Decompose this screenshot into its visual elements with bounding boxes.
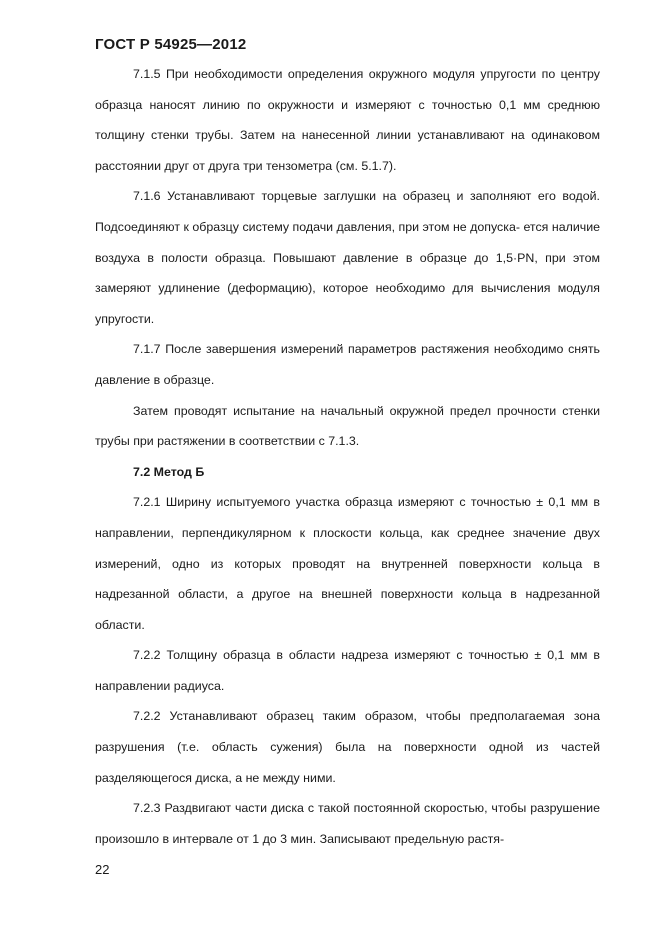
paragraph-7-2-2-install: 7.2.2 Устанавливают образец таким образом, чтобы предполагаемая зона разрушения (т.е. область сужения) была на поверхности одной из частей разделяющегося диска, а не между ними. — [95, 709, 600, 785]
paragraph-7-2-3: 7.2.3 Раздвигают части диска с такой постоянной скоростью, чтобы разрушение произошло в интервале от 1 до 3 мин. Записывают предельную растя- — [95, 801, 600, 846]
document-header: ГОСТ Р 54925—2012 — [95, 36, 247, 53]
paragraph-7-2-2-thickness: 7.2.2 Толщину образца в области надреза измеряют с точностью ± 0,1 мм в направлении радиуса. — [95, 648, 600, 693]
document-body — [95, 59, 600, 854]
section-heading-7-2: 7.2 Метод Б — [133, 464, 205, 479]
paragraph-7-1-6: 7.1.6 Устанавливают торцевые заглушки на образец и заполняют его водой. Подсоединяют к образцу систему подачи давления, при этом не допуска- ется наличие воздуха в полости образца. Повышают давление в образце до 1,5·PN, при этом замеряют удлинение (деформацию), которое необходимо для вычисления модуля упругости. — [95, 189, 601, 326]
paragraph-7-1-7: 7.1.7 После завершения измерений параметров растяжения необходимо снять давление в образце. — [95, 342, 600, 387]
paragraph-7-2-1: 7.2.1 Ширину испытуемого участка образца измеряют с точностью ± 0,1 мм в направлении, перпендикулярном к плоскости кольца, как среднее значение двух измерений, одно из которых проводят на внутренней поверхности кольца в надрезанной области, а другое на внешней поверхности кольца в надрезанной области. — [95, 495, 600, 632]
paragraph-then: Затем проводят испытание на начальный окружной предел прочности стенки трубы при растяжении в соответствии с 7.1.3. — [95, 403, 600, 449]
page-number: 22 — [95, 862, 110, 877]
paragraph-7-1-5: 7.1.5 При необходимости определения окружного модуля упругости по центру образца наносят линию по окружности и измеряют с точностью 0,1 мм среднюю толщину стенки трубы. Затем на нанесенной линии устанавливают на одинаковом расстоянии друг от друга три тензометра (см. 5.1.7). — [95, 67, 600, 173]
